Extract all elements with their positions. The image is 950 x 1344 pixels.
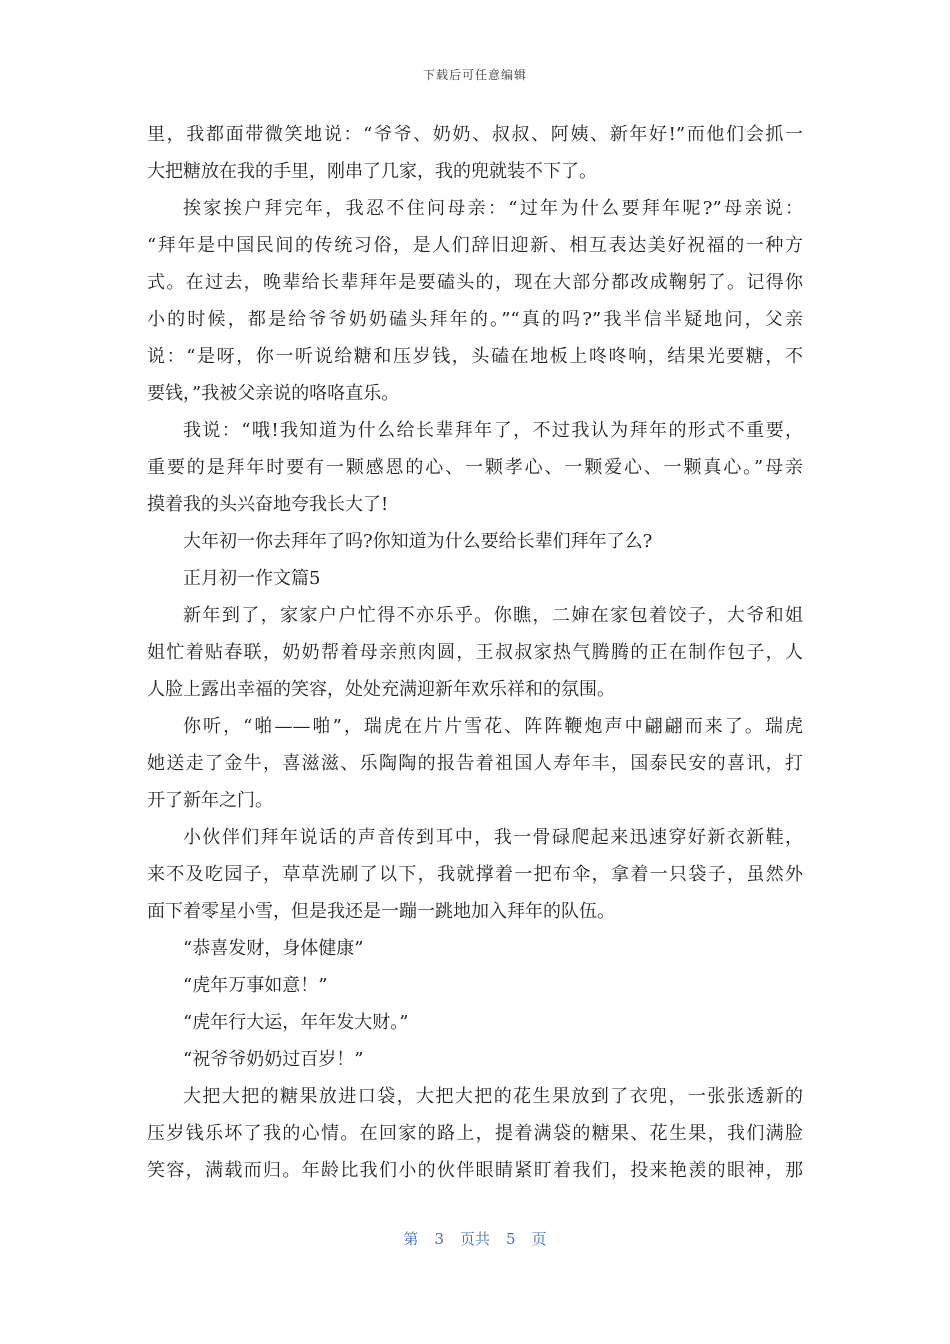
text-line: 里，我都面带微笑地说：“爷爷、奶奶、叔叔、阿姨、新年好!”而他们会抓一 <box>147 124 803 145</box>
text-line: 大年初一你去拜年了吗?你知道为什么要给长辈们拜年了么? <box>183 531 653 552</box>
text-line: 大把大把的糖果放进口袋，大把大把的花生果放到了衣兜，一张张透新的 <box>183 1086 803 1107</box>
footer-middle: 页共 <box>459 1230 490 1248</box>
text-line: “祝爷爷奶奶过百岁！” <box>183 1049 364 1070</box>
text-line: 式。在过去，晚辈给长辈拜年是要磕头的，现在大部分都改成鞠躬了。记得你 <box>147 272 803 293</box>
page-footer <box>0 1228 950 1249</box>
footer-page-number: 3 <box>434 1230 444 1248</box>
text-line: “恭喜发财，身体健康” <box>183 938 364 959</box>
text-line: 新年到了，家家户户忙得不亦乐乎。你瞧，二婶在家包着饺子，大爷和姐 <box>183 605 803 626</box>
text-line: 挨家挨户拜完年，我忍不住问母亲：“过年为什么要拜年呢?”母亲说： <box>183 198 803 219</box>
text-line: 开了新年之门。 <box>147 790 273 811</box>
text-line: 我说：“哦!我知道为什么给长辈拜年了，不过我认为拜年的形式不重要， <box>183 420 803 441</box>
text-line: 要钱，”我被父亲说的咯咯直乐。 <box>147 383 400 404</box>
document-body <box>147 116 803 1189</box>
text-line: 小的时候，都是给爷爷奶奶磕头拜年的。”“真的吗?”我半信半疑地问，父亲 <box>147 309 803 330</box>
text-line: 来不及吃园子，草草洗刷了以下，我就撑着一把布伞，拿着一只袋子，虽然外 <box>147 864 803 885</box>
text-line: “虎年万事如意！” <box>183 975 328 996</box>
page-header: 下载后可任意编辑 <box>422 68 527 82</box>
text-line: 姐忙着贴春联，奶奶帮着母亲煎肉圆，王叔叔家热气腾腾的正在制作包子，人 <box>147 642 803 663</box>
text-line: 人脸上露出幸福的笑容，处处充满迎新年欢乐祥和的氛围。 <box>147 679 615 700</box>
text-line: 重要的是拜年时要有一颗感恩的心、一颗孝心、一颗爱心、一颗真心。”母亲 <box>147 457 803 478</box>
footer-suffix: 页 <box>531 1230 547 1248</box>
text-line: “虎年行大运，年年发大财。” <box>183 1012 409 1033</box>
text-line: 说：“是呀，你一听说给糖和压岁钱，头磕在地板上咚咚响，结果光要糖，不 <box>147 346 803 367</box>
footer-prefix: 第 <box>403 1230 419 1248</box>
text-line: “拜年是中国民间的传统习俗，是人们辞旧迎新、相互表达美好祝福的一种方 <box>147 235 803 256</box>
text-line: 大把糖放在我的手里，刚串了几家，我的兜就装不下了。 <box>147 161 597 182</box>
text-line: 你听，“啪——啪”，瑞虎在片片雪花、阵阵鞭炮声中翩翩而来了。瑞虎 <box>183 716 803 737</box>
text-line: 小伙伴们拜年说话的声音传到耳中，我一骨碌爬起来迅速穿好新衣新鞋， <box>183 827 803 848</box>
text-line: 摸着我的头兴奋地夸我长大了! <box>147 494 389 515</box>
text-line: 笑容，满载而归。年龄比我们小的伙伴眼睛紧盯着我们，投来艳羡的眼神，那 <box>147 1160 803 1181</box>
text-line: 面下着零星小雪，但是我还是一蹦一跳地加入拜年的队伍。 <box>147 901 615 922</box>
footer-total-pages: 5 <box>506 1230 516 1248</box>
section-title: 正月初一作文篇5 <box>183 568 321 589</box>
text-line: 压岁钱乐坏了我的心情。在回家的路上，提着满袋的糖果、花生果，我们满脸 <box>147 1123 803 1144</box>
text-line: 她送走了金牛，喜滋滋、乐陶陶的报告着祖国人寿年丰，国泰民安的喜讯，打 <box>147 753 803 774</box>
